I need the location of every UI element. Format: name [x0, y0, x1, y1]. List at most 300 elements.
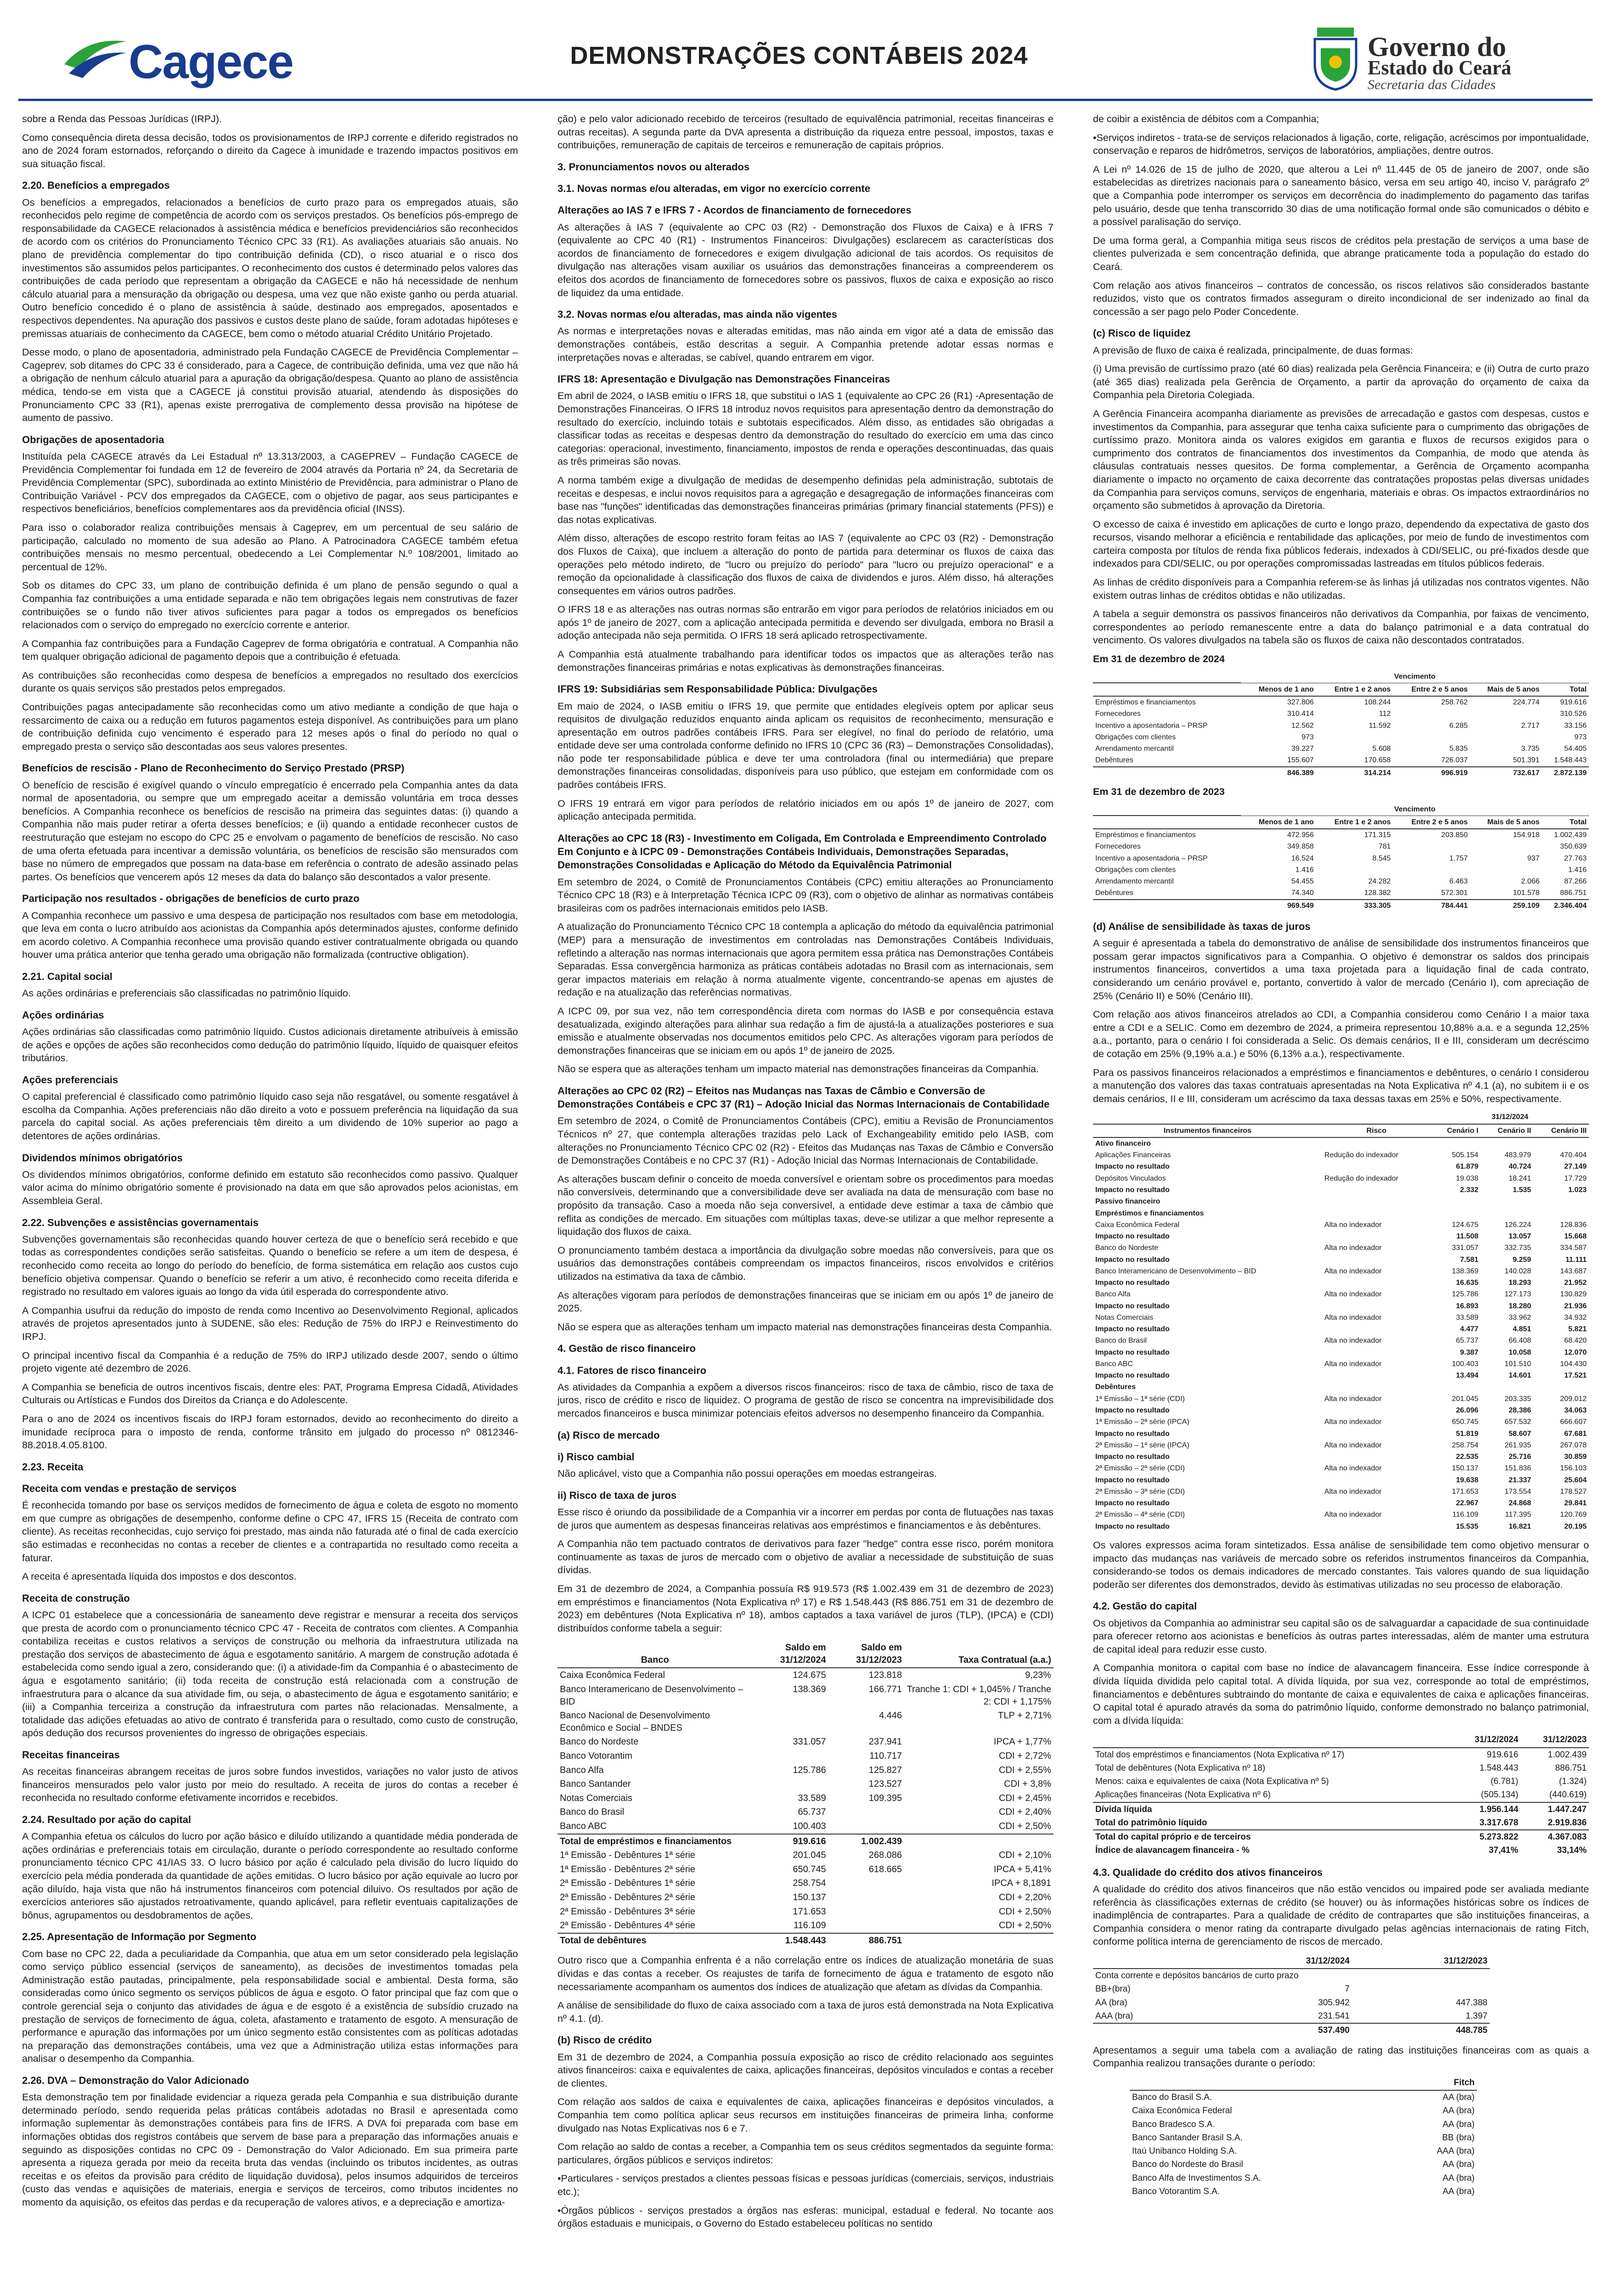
table-cell: 33.156 [1564, 721, 1587, 730]
table-cell: Banco Santander Brasil S.A. [1132, 2133, 1243, 2143]
table-cell: 537.490 [1214, 2023, 1352, 2037]
section-heading: 3.1. Novas normas e/ou alteradas, em vigor no exercício corrente [558, 183, 871, 195]
scenario-value: 29.841 [1564, 1499, 1587, 1508]
section-heading: 4.1. Fatores de risco financeiro [558, 1364, 707, 1376]
scenario-value: 16.635 [1456, 1279, 1479, 1287]
table-cell: (1.324) [1559, 1777, 1587, 1787]
table-cell: AA (bra) [1095, 1998, 1127, 2008]
table-row [1093, 1323, 1589, 1335]
table-cell: 171.315 [1364, 831, 1391, 839]
paragraph: A Companhia se beneficia de outros incentivos fiscais, dentre eles: PAT, Programa Empresa Cidadã, Atividades Culturais ou Artísticas e Fundos dos Direitos da Criança e do Adolescente. [22, 1381, 518, 1406]
paragraph: Esta demonstração tem por finalidade evidenciar a riqueza gerada pela Companhia e sua distribuição durante determinado período, sendo requerida pelas práticas contábeis adotadas no Brasil e apresentada como informação suplementar às demonstrações contábeis para fins de IFRS. A DVA foi preparada com base em informações obtidas dos registros contábeis que servem de base para a preparação das informações anuais e seguindo as disposições contidas no CPC 09 - Demonstração do Valor Adicionado. Em sua primeira parte apresenta a riqueza gerada por meio da receita bruta das vendas (incluindo os tributos incidentes, as outras receitas e os efeitos da provisão para crédito de liquidação duvidosa), pelos insumos adquiridos de terceiros (custo das vendas e aquisições de materiais, energia e serviços de terceiros, como tributos incidentes no momento da aquisição, os efeitos das perdas e da recuperação de valores ativos, e a depreciação e amortiza- [22, 2092, 518, 2208]
table-cell: 1.548.443 [1479, 1763, 1519, 1773]
section-heading: 3.2. Novas normas e/ou alteradas, mas ainda não vigentes [558, 309, 837, 321]
scenario-value [1431, 1208, 1481, 1219]
table-cell: 2.346.404 [1542, 900, 1589, 912]
instrument-name: Impacto no resultado [1095, 1163, 1170, 1171]
table-cell: 314.214 [1316, 767, 1393, 779]
table-cell: 65.737 [798, 1807, 826, 1818]
table-cell: 268.086 [868, 1850, 902, 1861]
table-cell: Banco do Nordeste [560, 1737, 639, 1747]
scenario-value: 25.716 [1509, 1453, 1532, 1461]
paragraph: A Companhia está atualmente trabalhando para identificar todos os impactos que as alterações terão nas demonstrações financeiras primárias e notas explicativas às demonstrações financeiras. [558, 649, 1053, 673]
table-cell [752, 1709, 828, 1735]
paragraph: Em abril de 2024, o IASB emitiu o IFRS 18, que substitui o IAS 1 (equivalente ao CPC 26 (R1) -Apresentação de Demonstrações Financeiras. O IFRS 18 introduz novos requisitos para apresentação dentro da demonstração do resultado do exercício, incluindo totais e subtotais especificados. Além disso, as entidades são obrigadas a classificar todas as receitas e despesas dentro da demonstração do resultado do exercício em uma das cinco categorias: operacional, investimento, financiamento, impostos de renda e operações descontinuadas, das quais as três primeiras são novas. [558, 390, 1053, 467]
col2-after-text [558, 1954, 1053, 2230]
table-cell: 2.919.836 [1548, 1818, 1587, 1828]
section-heading: Ações ordinárias [22, 1009, 104, 1021]
paragraph: O pronunciamento também destaca a importância da divulgação sobre moedas não conversíveis, para que os usuários das demonstrações contábeis compreendam os impactos financeiros, riscos envolvidos e critérios utilizados na estimativa da taxa de câmbio. [558, 1244, 1053, 1282]
table-cell: Banco Alfa de Investimentos S.A. [1132, 2173, 1261, 2183]
scenario-value: 331.057 [1452, 1244, 1479, 1252]
fitch-header: Fitch [1393, 2076, 1477, 2090]
table-cell: 305.942 [1318, 1998, 1350, 2008]
section-row [1093, 1196, 1589, 1207]
table-cell: CDI + 2,50% [999, 1920, 1051, 1931]
table-cell: 447.388 [1456, 1998, 1487, 2008]
scenario-value: 650.745 [1452, 1418, 1479, 1426]
table-cell [828, 1819, 904, 1834]
table-cell: 201.045 [793, 1850, 826, 1861]
cagece-swoosh-icon [60, 32, 129, 87]
table-row [1130, 2104, 1477, 2117]
table-cell: 100.403 [793, 1821, 826, 1831]
paragraph: Com relação ao saldo de contas a receber, a Companhia tem os seus créditos segmentados da seguinte forma: particulares, órgãos públicos e serviços indiretos: [558, 2141, 1053, 2166]
table-cell: 3.735 [1521, 745, 1540, 753]
table-cell: CDI + 2,72% [999, 1751, 1051, 1761]
paragraph: Além disso, alterações de escopo restrito foram feitas ao IAS 7 (equivalente ao CPC 03 (R2) - Demonstração dos Fluxos de Caixa), que incluem a alteração do ponto de partida para determinar os fluxos de caixa das operações pelo método indireto, de "lucro ou prejuízo do período" para "lucro ou prejuízo operacional" e a remoção da opcionalidade à classificação dos fluxos de caixa de dividendos e juros. Além disso, há alterações consequentes em vários outros padrões. [558, 533, 1053, 597]
scenario-value: 101.510 [1504, 1360, 1532, 1368]
cagece-logo [60, 32, 317, 87]
column-header: Cenário I [1431, 1124, 1481, 1137]
maturity-2024-block [1093, 653, 1589, 912]
table-row [1093, 754, 1589, 766]
paragraph: As normas e interpretações novas e alteradas emitidas, mas não ainda em vigor até a data de emissão das demonstrações contábeis, estão descritas a seguir. A Companhia pretende adotar essas normas e interpretações novas e alteradas, se cabível, quando entrarem em vigor. [558, 326, 1053, 363]
scenario-value: 138.369 [1452, 1267, 1479, 1275]
scenario-value: 261.935 [1504, 1441, 1532, 1449]
column-header: Entre 1 e 2 anos [1316, 816, 1393, 829]
paragraph: A Lei nº 14.026 de 15 de julho de 2020, que alterou a Lei nº 11.445 de 05 de janeiro de 2007, onde são estabelecidas as diretrizes nacionais para o saneamento básico, versa em seu artigo 40, inciso V, parágrafo 2º que a Companhia pode interromper os serviços em decorrência do inadimplemento do pagamento das tarifas pelo usuário, desde que tenha transcorrido 30 dias de uma notificação formal onde são comunicados o débito e a possível paralisação do serviço. [1093, 163, 1589, 228]
section-heading: IFRS 18: Apresentação e Divulgação nas Demonstrações Financeiras [558, 373, 890, 385]
table-row [1093, 732, 1589, 743]
instrument-name: Depósitos Vinculados [1095, 1174, 1166, 1182]
sensitivity-block [1093, 1111, 1589, 1532]
table-cell: 5.273.822 [1452, 1830, 1521, 1844]
table-row [558, 1863, 1053, 1877]
scenario-value: 156.103 [1560, 1464, 1587, 1473]
risk-cell [1322, 1254, 1431, 1266]
maturity-2023-table [1093, 803, 1589, 912]
table-row [1093, 1161, 1589, 1172]
table-cell: 87.266 [1564, 878, 1587, 886]
table-cell: 1.447.247 [1521, 1802, 1589, 1816]
scenario-value: 40.724 [1509, 1163, 1532, 1171]
table-cell: Total de debêntures (Nota Explicativa nº 18) [1095, 1763, 1266, 1773]
table-cell: AA (bra) [1442, 2106, 1475, 2116]
table-cell: Banco Votorantim [560, 1751, 632, 1761]
table-cell: 16.524 [1291, 854, 1314, 862]
instrument-name: 2ª Emissão – 4ª série (CDI) [1095, 1511, 1185, 1519]
paragraph: ção) e pelo valor adicionado recebido de terceiros (resultado de equivalência patrimonial, receitas financeiras e outras receitas). A segunda parte da DVA apresenta a distribuição da riqueza entre pessoal, impostos, taxas e contribuições, remuneração de capitais de terceiros e remuneração de capitais próprios. [558, 113, 1053, 151]
scenario-value: 22.535 [1456, 1453, 1479, 1461]
fitch-rating-table [1130, 2076, 1477, 2198]
table-cell: 2.717 [1521, 721, 1540, 730]
section-heading: 2.23. Receita [22, 1461, 84, 1473]
table-cell: 54.455 [1291, 878, 1314, 886]
table-cell: 6.463 [1449, 878, 1468, 886]
table-cell: 846.389 [1241, 767, 1316, 779]
table-cell [1393, 841, 1470, 852]
scenario-value: 173.554 [1504, 1487, 1532, 1496]
table-row [1093, 1451, 1589, 1463]
table-row [1093, 1486, 1589, 1497]
table-cell: CDI + 2,40% [999, 1807, 1051, 1818]
table-cell: 125.786 [793, 1765, 826, 1775]
paragraph: Os valores expressos acima foram sintetizados. Essa análise de sensibilidade tem como objetivo mensurar o impacto das mudanças nas variáveis de mercado sobre os referidos instrumentos financeiros da Companhia, considerando-se todos os demais indicadores de mercado constantes. Tais valores quando de sua liquidação poderão ser diferentes dos demonstrados, devido às estimativas utilizadas no seu processo de elaboração. [1093, 1539, 1589, 1590]
scenario-value: 505.154 [1452, 1151, 1479, 1159]
instrument-name: Impacto no resultado [1095, 1325, 1170, 1334]
table-cell: 258.754 [793, 1878, 826, 1889]
table-row [1093, 767, 1589, 779]
table-row [1093, 887, 1589, 899]
paragraph: O capital preferencial é classificado como patrimônio líquido caso seja não resgatável, ou somente resgatável à escolha da Companhia. Ações preferenciais não dão direito a voto e possuem preferência na liquidação da sua parcela do capital social. As ações preferenciais têm direito a um dividendo de 10% superior ao pago a detentores de ações ordinárias. [22, 1091, 518, 1142]
table-cell: IPCA + 1,77% [993, 1737, 1051, 1747]
table-cell [828, 1805, 904, 1819]
table-cell: 886.751 [1555, 1763, 1587, 1773]
column-header: Cenário II [1481, 1124, 1533, 1137]
table-row [1093, 1463, 1589, 1474]
paragraph: •Órgãos públicos - serviços prestados a órgãos nas esferas: municipal, estadual e federal. No tocante aos órgãos estaduais e municipais, o Governo do Estado estabeleceu políticas no sentido [558, 2205, 1053, 2229]
table-cell: Total de debêntures [558, 1933, 752, 1948]
scenario-value: 18.280 [1509, 1302, 1532, 1310]
column-header: Saldo em 31/12/2023 [828, 1640, 904, 1668]
col3-text-c [1093, 1539, 1589, 1727]
table-cell: 650.745 [793, 1864, 826, 1874]
table-row [1093, 2009, 1490, 2023]
column-header: Menos de 1 ano [1241, 683, 1316, 696]
paragraph: Em 31 de dezembro de 2024, a Companhia possuía exposição ao risco de crédito relacionado aos seguintes ativos financeiros: caixa e equivalentes de caixa, aplicações financeiras, depósitos vinculados e contas a receber de clientes. [558, 2051, 1053, 2089]
table-cell: Obrigações com clientes [1095, 733, 1176, 741]
risk-cell: Alta no indexador [1324, 1337, 1382, 1345]
instrument-name: Impacto no resultado [1095, 1522, 1170, 1531]
scenario-value: 126.224 [1504, 1221, 1532, 1229]
section-heading: 4.2. Gestão do capital [1093, 1600, 1197, 1612]
scenario-value: 16.893 [1456, 1302, 1479, 1310]
scenario-value: 7.581 [1460, 1255, 1479, 1264]
scenario-value: 203.335 [1504, 1395, 1532, 1403]
risk-cell [1322, 1428, 1431, 1440]
paragraph: Os objetivos da Companhia ao administrar seu capital são os de salvaguardar a capacidade de sua continuidade para oferecer retorno aos acionistas e benefícios às outras partes interessadas, além de manter uma estrutura de capital ideal para reduzir esse custo. [1093, 1617, 1589, 1655]
page-title: DEMONSTRAÇÕES CONTÁBEIS 2024 [570, 42, 1028, 69]
scenario-value: 14.601 [1509, 1372, 1532, 1380]
scenario-value: 201.045 [1452, 1395, 1479, 1403]
paragraph: Em setembro de 2024, o Comitê de Pronunciamentos Contábeis (CPC), emitiu a Revisão de Pronunciamentos Técnicos nº 27, que contempla alterações trazidas pelo Lack of Exchangeability emitido pelo IASB, com alterações no Pronunciamento Técnico CPC 02 (R2) - Efeitos das Mudanças nas Taxas de Câmbio e Conversão de Demonstrações Contábeis e no CPC 37 (R1) - Adoção Inicial das Normas Internacionais de Contabilidade. [558, 1115, 1053, 1166]
table-cell: 919.616 [752, 1834, 828, 1849]
paragraph: A seguir é apresentada a tabela do demonstrativo de análise de sensibilidade dos instrumentos financeiros que possam gerar impactos significativos para a Companhia. O objetivo é demonstrar os saldos dos principais instrumentos financeiros, convertidos a uma taxa projetada para a liquidação final de cada contrato, considerando um cenário provável e, portanto, convertido à valor de mercado (Cenário I), com apreciação de 25% (Cenário II) e 50% (Cenário III). [1093, 938, 1589, 1002]
risk-cell: Alta no indexador [1324, 1267, 1382, 1275]
risk-cell [1322, 1277, 1431, 1289]
column-header: Menos de 1 ano [1241, 816, 1316, 829]
table-cell [828, 1905, 904, 1919]
table-cell: 5.608 [1372, 745, 1391, 753]
table-cell: AAA (bra) [1095, 2011, 1133, 2021]
risk-cell: Alta no indexador [1324, 1313, 1382, 1322]
table-cell: BB (bra) [1442, 2133, 1475, 2143]
table-row [1093, 900, 1589, 912]
table-cell: 33.589 [798, 1793, 826, 1803]
table-cell: 4.367.083 [1521, 1830, 1589, 1844]
scenario-value: 11.111 [1565, 1255, 1587, 1264]
table-cell: 166.771 [868, 1684, 902, 1695]
table-cell: Incentivo a aposentadoria – PRSP [1095, 854, 1208, 862]
sensitivity-table [1093, 1111, 1589, 1532]
table-cell: 973 [1574, 733, 1587, 741]
risk-cell [1322, 1405, 1431, 1416]
column-header: Total [1542, 683, 1589, 696]
table-cell: 310.414 [1287, 710, 1314, 718]
scenario-value: 58.607 [1509, 1429, 1532, 1438]
sensitivity-date: 31/12/2024 [1431, 1111, 1589, 1124]
column-header: 31/12/2024 [1214, 1954, 1352, 1969]
paragraph: As receitas financeiras abrangem receitas de juros sobre fundos investidos, variações no valor justo de ativos financeiros mensurados pelo valor justo por meio do resultado. A receita de juros do contas a receber é reconhecida no resultado conforme efetivamente incorridos e recebidos. [22, 1766, 518, 1804]
table-cell: 123.527 [868, 1779, 902, 1790]
table-cell [828, 1891, 904, 1905]
scenario-value: 15.668 [1564, 1232, 1587, 1241]
scenario-value [1481, 1208, 1533, 1219]
scenario-value: 130.829 [1560, 1290, 1587, 1299]
paragraph: Instituída pela CAGECE através da Lei Estadual nº 13.313/2003, a CAGEPREV – Fundação CAGECE de Previdência Complementar foi fundada em 12 de fevereiro de 2004 através da Portaria nº 24, da Secretaria de Previdência Complementar (SPC), subordinada ao extinto Ministério de Previdência, para administrar o Plano de Contribuição Variável - PCV dos empregados da CAGECE, com o objetivo de pagar, aos seus participantes e respectivos beneficiários, benefícios complementares aos da previdência oficial (INSS). [22, 450, 518, 515]
table-row [558, 1668, 1053, 1683]
table-row [1093, 1254, 1589, 1266]
instrument-name: Impacto no resultado [1095, 1372, 1170, 1380]
paragraph: A Companhia efetua os cálculos do lucro por ação básico e diluído utilizando a quantidade média ponderada de ações ordinárias e preferenciais totais em circulação, durante o período correspondente ao resultado conforme pronunciamento técnico CPC 41/IAS 33. O lucro básico por ação é calculado pela divisão do lucro líquido do exercício pela média ponderada da quantidade de ações emitidas. O lucro básico por ação equivale ao lucro por ação diluído, haja vista que não há instrumentos financeiros com potencial diluivo. Os resultados por ação de exercícios anteriores são ajustados retroativamente, quando aplicável, para refletir eventuais capitalizações de bônus, agrupamentos ou desdobramentos de ações. [22, 1831, 518, 1921]
paragraph: Com relação aos ativos financeiros atrelados ao CDI, a Companhia considerou como Cenário I a maior taxa entre a CDI e a SELIC. Como em dezembro de 2024, a primeira representou 10,88% a.a. e a segunda 12,25% a.a., portanto, para o cenário I foi considerada a Selic. Os demais cenários, II e III, consideram um decréscimo de cotação em 25% (9,19% a.a.) e 50% (6,13% a.a.), respectivamente. [1093, 1009, 1589, 1059]
table-cell: 1.548.443 [752, 1933, 828, 1948]
table-cell: Debêntures [1095, 756, 1133, 765]
instrument-name: Impacto no resultado [1095, 1476, 1170, 1484]
table-cell: CDI + 2,10% [999, 1850, 1051, 1861]
table-cell: 116.109 [793, 1920, 826, 1931]
table-row [1130, 2158, 1477, 2171]
table-row [1093, 1844, 1589, 1857]
paragraph: sobre a Renda das Pessoas Jurídicas (IRPJ). [22, 113, 222, 124]
logo-text: Cagece [129, 35, 293, 89]
scenario-value [1533, 1208, 1589, 1219]
paragraph: De uma forma geral, a Companhia mitiga seus riscos de créditos pela prestação de serviços a uma base de clientes pulverizada e sem concentração definida, que abrange praticamente toda a população do estado do Ceará. [1093, 235, 1589, 272]
scenario-value: 332.735 [1504, 1244, 1532, 1252]
risk-cell: Redução do indexador [1324, 1174, 1398, 1182]
table-row [1093, 1509, 1589, 1520]
risk-cell: Alta no indexador [1324, 1487, 1382, 1496]
table-cell: 327.806 [1287, 698, 1314, 707]
table-cell: Total do patrimônio líquido [1095, 1818, 1207, 1828]
scenario-value: 127.173 [1504, 1290, 1532, 1299]
section-title: Ativo financeiro [1095, 1139, 1151, 1148]
table-cell: Banco Santander [560, 1779, 631, 1790]
paragraph: As contribuições são reconhecidas como despesa de benefícios a empregados no resultado dos exercícios durante os quais serviços são prestados pelos empregados. [22, 670, 518, 694]
table-row [1093, 1335, 1589, 1346]
column-header: Mais de 5 anos [1470, 683, 1542, 696]
scenario-value: 21.337 [1509, 1476, 1532, 1484]
paragraph: Em setembro de 2024, o Comitê de Pronunciamentos Contábeis (CPC) emitiu alterações ao Pronunciamento Técnico CPC 18 (R3) e à Interpretação Técnica ICPC 09 (R3), com o objetivo de alinhar as normativas contábeis brasileiras com os padrões internacionais emitidos pelo IASB. [558, 876, 1053, 914]
table-row [558, 1834, 1053, 1849]
scenario-value: 21.936 [1564, 1302, 1587, 1310]
section-heading: 2.21. Capital social [22, 971, 113, 983]
scenario-value: 30.859 [1564, 1453, 1587, 1461]
table-cell: AA (bra) [1442, 2160, 1475, 2170]
scenario-value: 2.332 [1460, 1186, 1479, 1194]
table-cell: 125.827 [868, 1765, 902, 1775]
scenario-value: 51.819 [1456, 1429, 1479, 1438]
paragraph: É reconhecida tomando por base os serviços medidos de fornecimento de água e coleta de esgoto no momento em que cumpre as obrigações de desempenho, conforme define o CPC 47, IFRS 15 (Receita de contrato com cliente). As receitas reconhecidas, cujo serviço foi prestado, mas ainda não faturada até o final de cada exercício são estimadas e reconhecidas no contas a receber de clientes e a contrapartida no resultado como receita a faturar. [22, 1500, 518, 1564]
table-row [1093, 1242, 1589, 1254]
paragraph: Apresentamos a seguir uma tabela com a avaliação de rating das instituições financeiras com as quais a Companhia realizou transações durante o período: [1093, 2044, 1589, 2069]
section-title: Passivo financeiro [1095, 1198, 1160, 1206]
instrument-name: Impacto no resultado [1095, 1429, 1170, 1438]
table-cell: BB+(bra) [1095, 1984, 1131, 1994]
table-cell: 138.369 [793, 1684, 826, 1695]
table-row [1093, 1761, 1589, 1775]
capital-table [1093, 1733, 1589, 1857]
header-rule [18, 99, 1593, 101]
scenario-value: 124.675 [1452, 1221, 1479, 1229]
table-cell: 171.653 [793, 1906, 826, 1917]
table-cell: AA (bra) [1442, 2173, 1475, 2183]
table-cell: 333.305 [1316, 900, 1393, 912]
table-row [1093, 864, 1589, 876]
section-heading: Ações preferenciais [22, 1074, 118, 1086]
paragraph: O benefício de rescisão é exigível quando o vínculo empregatício é encerrado pela Companhia antes da data normal de aposentadoria, ou sempre que um empregado aceitar a demissão voluntária em troca desses benefícios. A Companhia reconhece os benefícios de rescisão na primeira das seguintes datas: (i) quando a Companhia não mais puder retirar a oferta desses benefícios; e (ii) quando a entidade reconhecer custos de reestruturação que estejam no escopo do CPC 25 e envolvam o pagamento de benefícios de rescisão. No caso de uma oferta efetuada para incentivar a demissão voluntária, os benefícios de rescisão são mensurados com base no número de empregados que possam na data-base em referência o contrato de adesão assinado pelas partes. Os benefícios que vencerem após 12 meses da data do balanço são descontados a valor presente. [22, 779, 518, 883]
paragraph: As alterações à IAS 7 (equivalente ao CPC 03 (R2) - Demonstração dos Fluxos de Caixa) e à IFRS 7 (equivalente ao CPC 40 (R1) - Instrumentos Financeiros: Divulgações) esclarecem as características dos acordos de financiamento de fornecedores e exigem divulgação adicional de tais acordos. Os requisitos de divulgação nas alterações visam auxiliar os usuários das demonstrações financeiras a compreenderem os efeitos dos acordos de financiamento de fornecedores sobre os passivos, fluxos de caixa e exposição ao risco de liquidez da uma entidade. [558, 221, 1053, 298]
table-row [1093, 708, 1589, 720]
paragraph: A Companhia não tem pactuado contratos de derivativos para fazer "hedge" contra esse risco, porém monitora continuamente as taxas de juros de mercado com o objetivo de avaliar a necessidade de substituição de suas dívidas. [558, 1538, 1053, 1576]
column-header: Taxa Contratual (a.a.) [904, 1640, 1053, 1668]
table-cell: Banco Votorantim S.A. [1132, 2186, 1220, 2196]
risk-cell: Alta no indexador [1324, 1418, 1382, 1426]
table-cell: Banco Bradesco S.A. [1132, 2119, 1215, 2129]
section-heading: (c) Risco de liquidez [1093, 327, 1191, 339]
table-cell [828, 1919, 904, 1933]
table-cell: 33,14% [1557, 1846, 1587, 1856]
scenario-value: 657.532 [1504, 1418, 1532, 1426]
paragraph: Com base no CPC 22, dada a peculiaridade da Companhia, que atua em um setor considerado pela legislação como serviço público essencial (serviços de saneamento), as decisões de investimentos tomadas pela Administração estão pautadas, principalmente, pela responsabilidade social e ambiental. Desta forma, são consideradas como único segmento os serviços públicos de água e esgoto. O fator principal que faz com que o controle gerencial seja o conjunto das atividades de água e de esgoto é a existência de subsídio cruzado na prestação de serviços de fornecimento de água, coleta, afastamento e tratamento de esgoto. A mensuração de performance e apuração das informações por um único segmento estão consistentes com as políticas adotadas na preparação das demonstrações contábeis, uma vez que a Administração utiliza estas informações para analisar o desempenho da Companhia. [22, 1948, 518, 2065]
scenario-value: 334.587 [1560, 1244, 1587, 1252]
paragraph: Com relação aos ativos financeiros – contratos de concessão, os riscos relativos são considerados bastante reduzidos, visto que os contratos firmados asseguram o direito incondicional de ser indenizado ao final da concessão a ser pago pelo Poder Concedente. [1093, 280, 1589, 317]
instrument-name: 2ª Emissão – 3ª série (CDI) [1095, 1487, 1185, 1496]
risk-cell: Alta no indexador [1324, 1244, 1382, 1252]
paragraph: O IFRS 19 entrará em vigor para períodos de relatório iniciados em ou após 1º de janeiro de 2027, com aplicação antecipada permitida. [558, 798, 1053, 822]
section-title: Debêntures [1095, 1383, 1136, 1391]
scenario-value: 11.508 [1456, 1232, 1479, 1241]
risk-cell [1322, 1347, 1431, 1358]
paragraph: A análise de sensibilidade do fluxo de caixa associado com a taxa de juros está demonstrada na Nota Explicativa nº 4.1. (d). [558, 2000, 1053, 2024]
table-cell: Itaú Unibanco Holding S.A. [1132, 2146, 1237, 2156]
paragraph: Para isso o colaborador realiza contribuições mensais à Cageprev, em um percentual de seu salário de participação, calculado no momento de sua adesão ao Plano. A Patrocinadora CAGECE também efetua contribuições mensais no mesmo percentual, obedecendo a Lei Complementar N.º 108/2001, limitado ao percentual de 12%. [22, 522, 518, 573]
scenario-value: 16.821 [1509, 1522, 1532, 1531]
table-cell: AAA (bra) [1436, 2146, 1475, 2156]
table-row [1093, 1300, 1589, 1312]
table-row [558, 1683, 1053, 1709]
risk-cell [1322, 1521, 1431, 1532]
col3-text-d [1093, 1866, 1589, 1948]
table-cell: Banco ABC [560, 1821, 607, 1831]
table-cell: (505.134) [1481, 1790, 1519, 1800]
table-cell: CDI + 3,8% [1004, 1779, 1051, 1790]
instrument-name: Impacto no resultado [1095, 1499, 1170, 1508]
column-header: Instrumentos financeiros [1093, 1124, 1322, 1137]
column-1 [22, 113, 518, 2296]
section-heading: 4.3. Qualidade do crédito dos ativos financeiros [1093, 1866, 1323, 1878]
table-cell: Arrendamento mercantil [1095, 878, 1174, 886]
gov-line3: Secretaria das Cidades [1368, 77, 1496, 92]
table-cell [904, 1834, 1053, 1849]
risk-cell [1322, 1300, 1431, 1312]
instrument-name: Impacto no resultado [1095, 1302, 1170, 1310]
paragraph: A ICPC 01 estabelece que a concessionária de saneamento deve registrar e mensurar a receita dos serviços que presta de acordo com o pronunciamento técnico CPC 47 - Receita de contratos com clientes. A Companhia contabiliza receitas e custos relativos a serviços de construção ou melhoria da infraestrutura utilizada na prestação dos serviços de abastecimento de água e esgotamento sanitário. A margem de construção adotada é estabelecida como sendo igual a zero, considerando que: (i) a atividade-fim da Companhia é o abastecimento de água e esgotamento sanitário; (ii) toda receita de construção está relacionada com a construção de infraestrutura para o alcance da sua atividade fim, ou seja, o abastecimento de água e esgotamento sanitário; e (iii) a Companhia terceiriza a construção da infraestrutura com partes não relacionadas. Mensalmente, a totalidade das adições efetuadas ao ativo de contrato é transferida para o resultado, como custo de construção, após dedução dos recursos provenientes do ingresso de obrigações especiais. [22, 1609, 518, 1739]
table-row [1093, 1474, 1589, 1486]
table-cell: 128.382 [1364, 889, 1391, 897]
instrument-name: Banco do Brasil [1095, 1337, 1147, 1345]
instrument-name: Banco Interamericano de Desenvolvimento – BID [1095, 1267, 1256, 1275]
table-cell: 258.762 [1441, 698, 1468, 707]
col3-text-b [1093, 920, 1589, 1105]
column-header: Saldo em 31/12/2024 [752, 1640, 828, 1668]
table-cell: Índice de alavancagem financeira - % [1095, 1846, 1250, 1856]
section-row [1093, 1137, 1589, 1149]
table-cell: 231.541 [1318, 2011, 1350, 2021]
column-header: 31/12/2023 [1521, 1733, 1589, 1747]
table-row [1130, 2131, 1477, 2144]
column-header [1093, 1733, 1452, 1747]
table-row [558, 1791, 1053, 1806]
table-cell: 150.137 [793, 1892, 826, 1902]
risk-cell [1322, 1161, 1431, 1172]
table-cell: 224.774 [1513, 698, 1540, 707]
table-cell: 937 [1527, 854, 1540, 862]
table-cell: 572.301 [1441, 889, 1468, 897]
table-cell: 8.545 [1372, 854, 1391, 862]
paragraph: Os benefícios a empregados, relacionados a benefícios de curto prazo para os empregados atuais, são reconhecidos pelo regime de competência de acordo com os serviços prestados. Os benefícios pós-emprego de responsabilidade da CAGECE relacionados à assistência médica e benefícios previdenciários são reconhecidos de acordo com os critérios do Pronunciamento Técnico CPC 33 (R1). As avaliações atuariais são anuais. No plano de previdência complementar do tipo contribuição definida (CD), o risco atuarial e o risco dos investimentos são assumidos pelos participantes. O reconhecimento dos custos é determinado pelos valores das contribuições de cada período que representam a obrigação da CAGECE e não há necessidade de nenhum cálculo atuarial para a mensuração da obrigação ou despesa, uma vez que não existe ganho ou perda atuarial. Outro benefício concedido é o plano de assistência à saúde, destinado aos empregados, aposentados e respectivos dependentes. Na apuração dos passivos e custos deste plano de saúde, foram adotadas hipóteses e premissas atuariais de conhecimento da CAGECE, bem como o método atuarial Crédito Unitário Projetado. [22, 197, 518, 339]
table-cell: 448.785 [1352, 2023, 1490, 2037]
state-coat-of-arms-icon [1308, 23, 1363, 92]
paragraph: Contribuições pagas antecipadamente são reconhecidas como um ativo mediante a condição de que haja o ressarcimento de caixa ou a redução em futuros pagamentos esteja disponível. As contribuições para um plano de contribuição definida cujo vencimento é esperado para 12 meses após o final do período no qual o empregado presta o serviço são descontadas aos seus valores presentes. [22, 702, 518, 752]
col3-text-a [1093, 113, 1589, 647]
table-row [1093, 829, 1589, 841]
table-row [1093, 1748, 1589, 1761]
scenario-value: 116.109 [1452, 1511, 1479, 1519]
table-cell: 5.835 [1449, 745, 1468, 753]
section-heading: i) Risco cambial [558, 1451, 635, 1463]
paragraph: A Companhia usufrui da redução do imposto de renda como Incentivo ao Desenvolvimento Regional, aplicados através de projetos apresentados junto à SUDENE, são eles: Redução de 75% do IRPJ e Reinvestimento do IRPJ. [22, 1305, 518, 1342]
table-row [1093, 1416, 1589, 1428]
paragraph: As linhas de crédito disponíveis para a Companhia referem-se às linhas já utilizadas nos contratos vigentes. Não existem outras linhas de créditos obtidas e não utilizadas. [1093, 577, 1589, 601]
table-cell: 472.956 [1287, 831, 1314, 839]
table-row [1130, 2090, 1477, 2104]
table-row [1093, 1521, 1589, 1532]
table-cell: (440.619) [1549, 1790, 1587, 1800]
section-heading: Benefícios de rescisão - Plano de Reconhecimento do Serviço Prestado (PRSP) [22, 762, 405, 774]
table-cell: 203.850 [1441, 831, 1468, 839]
table-row [1093, 1266, 1589, 1277]
paragraph: •Serviços indiretos - trata-se de serviços relacionados à ligação, corte, religação, acréscimos por impontualidade, conservação e reparos de hidrômetros, serviços de laboratórios, ampliações, dentre outros. [1093, 132, 1589, 157]
paragraph: O excesso de caixa é investido em aplicações de curto e longo prazo, dependendo da expectativa de gasto dos recursos, visando melhorar a eficiência e rentabilidade das aplicações, por meio de fundo de investimentos com carteira composta por títulos de renda fixa públicos federais, indexados à CDI/SELIC, ou pré-fixados desde que indexados para CDI/SELIC, ou por operações compromissadas lastreadas em títulos públicos federais. [1093, 518, 1589, 569]
scenario-value: 19.638 [1456, 1476, 1479, 1484]
table-row [1093, 720, 1589, 732]
scenario-value: 143.687 [1560, 1267, 1587, 1275]
table-cell: Notas Comerciais [560, 1793, 632, 1803]
table-row [1093, 1312, 1589, 1323]
paragraph: Ações ordinárias são classificadas como patrimônio líquido. Custos adicionais diretamente atribuíveis à emissão de ações e opções de ações são reconhecidos como dedução do patrimônio líquido, líquido de quaisquer efeitos tributários. [22, 1026, 518, 1064]
